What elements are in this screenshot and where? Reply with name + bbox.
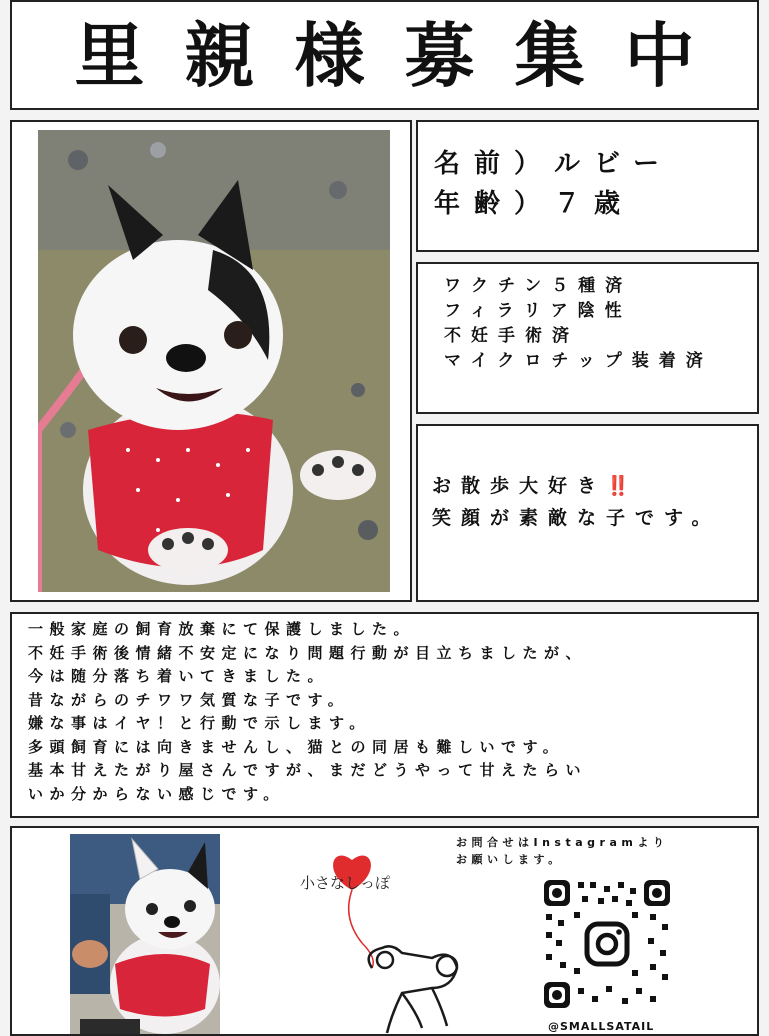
health-panel <box>416 262 759 414</box>
description-line: 不妊手術後情緒不安定になり問題行動が目立ちましたが、 <box>28 643 588 662</box>
main-photo-frame <box>10 120 412 602</box>
footer-panel <box>10 826 759 1036</box>
description-line: 基本甘えたがり屋さんですが、まだどうやって甘えたらい <box>28 761 588 779</box>
brand-logo <box>292 848 462 1036</box>
description-line: いか分からない感じです。 <box>28 784 285 803</box>
personality-line-2: 笑顔が素敵な子です。 <box>432 507 721 529</box>
contact-line-1: お問合せはInstagramより <box>456 836 669 849</box>
description-line: 一般家庭の飼育放棄にて保護しました。 <box>28 620 416 638</box>
health-item: フィラリア陰性 <box>444 301 632 321</box>
qr-code-icon <box>542 878 672 1010</box>
description-line: 昔ながらのチワワ気質な子です。 <box>28 690 350 709</box>
health-item: ワクチン５種済 <box>444 276 633 296</box>
personality-panel <box>416 424 759 602</box>
dog-small-photo <box>70 834 220 1034</box>
name-line: 名前）ルビー <box>434 149 673 179</box>
page-title: 里親様募集中 <box>74 15 735 97</box>
instagram-handle: @SMALLSATAIL <box>548 1020 655 1033</box>
instagram-qr-code[interactable] <box>542 878 672 1010</box>
health-item: マイクロチップ装着済 <box>444 351 713 371</box>
age-line: 年齢）７歳 <box>434 189 635 219</box>
dog-photo-illustration <box>38 130 390 592</box>
contact-line-2: お願いします。 <box>456 853 564 866</box>
description-line: 嫌な事はイヤ！と行動で示します。 <box>28 714 371 732</box>
personality-walk-text: お散歩大好き <box>432 475 607 497</box>
dog-photo <box>38 130 390 592</box>
title-banner <box>10 0 759 110</box>
description-panel <box>10 612 759 818</box>
contact-info <box>456 834 668 868</box>
dog-small-photo-illustration <box>70 834 220 1034</box>
profile-panel <box>416 120 759 252</box>
personality-line-1 <box>432 470 720 502</box>
description-line: 今は随分落ち着いてきました。 <box>28 667 330 685</box>
description-line: 多頭飼育には向きませんし、猫との同居も難しいです。 <box>28 737 565 756</box>
double-exclamation-icon: ‼️ <box>606 475 630 497</box>
health-item: 不妊手術済 <box>444 326 579 346</box>
logo-text: 小さなしっぽ <box>300 874 391 892</box>
